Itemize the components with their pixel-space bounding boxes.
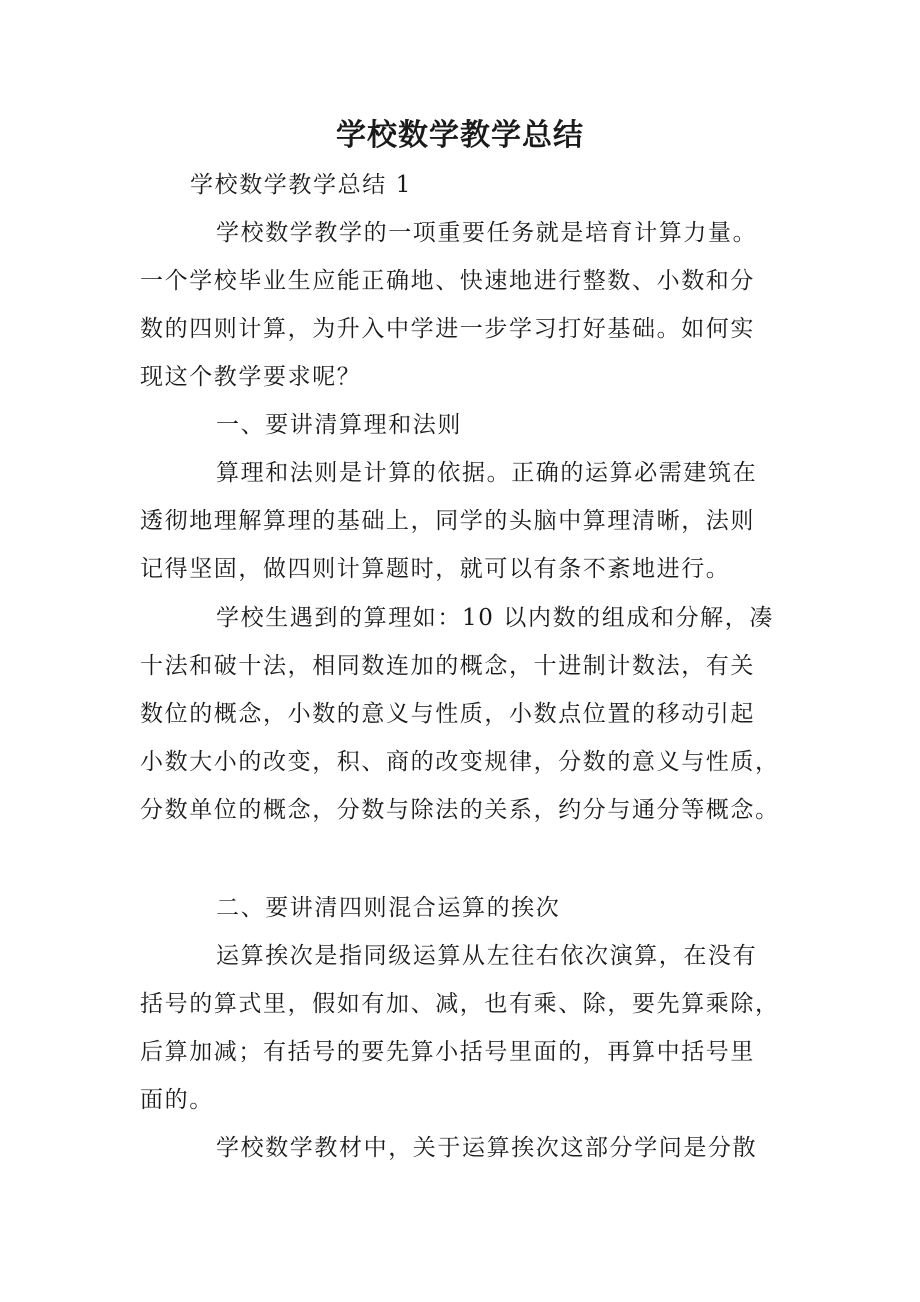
paragraph-line: 分数单位的概念，分数与除法的关系，约分与通分等概念。 bbox=[140, 797, 780, 823]
paragraph-line: 运算挨次是指同级运算从左往右依次演算，在没有 bbox=[216, 943, 758, 969]
section-heading: 二、要讲清四则混合运算的挨次 bbox=[216, 895, 561, 921]
paragraph-line: 算理和法则是计算的依据。正确的运算必需建筑在 bbox=[216, 460, 758, 486]
paragraph-line: 面的。 bbox=[140, 1087, 214, 1113]
paragraph-line: 数位的概念，小数的意义与性质，小数点位置的移动引起 bbox=[140, 701, 755, 727]
paragraph-line: 现这个教学要求呢？ bbox=[140, 364, 362, 390]
document-title: 学校数学教学总结 bbox=[336, 118, 584, 153]
paragraph-line: 括号的算式里，假如有加、减，也有乘、除，要先算乘除， bbox=[140, 991, 780, 1017]
paragraph-line: 透彻地理解算理的基础上，同学的头脑中算理清晰，法则 bbox=[140, 508, 755, 534]
paragraph-line: 学校生遇到的算理如：10 以内数的组成和分解，凑 bbox=[216, 605, 774, 631]
paragraph-line: 后算加减；有括号的要先算小括号里面的，再算中括号里 bbox=[140, 1039, 755, 1065]
paragraph-line: 数的四则计算，为升入中学进一步学习打好基础。如何实 bbox=[140, 316, 755, 342]
paragraph-line: 学校数学教材中，关于运算挨次这部分学问是分散 bbox=[216, 1135, 758, 1161]
paragraph-line: 学校数学教学的一项重要任务就是培育计算力量。 bbox=[216, 220, 758, 246]
section-heading: 一、要讲清算理和法则 bbox=[216, 412, 462, 438]
paragraph-line: 一个学校毕业生应能正确地、快速地进行整数、小数和分 bbox=[140, 268, 755, 294]
paragraph-line: 十法和破十法，相同数连加的概念，十进制计数法，有关 bbox=[140, 653, 755, 679]
paragraph-line: 小数大小的改变，积、商的改变规律，分数的意义与性质， bbox=[140, 749, 780, 775]
paragraph-line: 记得坚固，做四则计算题时，就可以有条不紊地进行。 bbox=[140, 556, 731, 582]
section-heading: 学校数学教学总结 1 bbox=[190, 172, 412, 198]
